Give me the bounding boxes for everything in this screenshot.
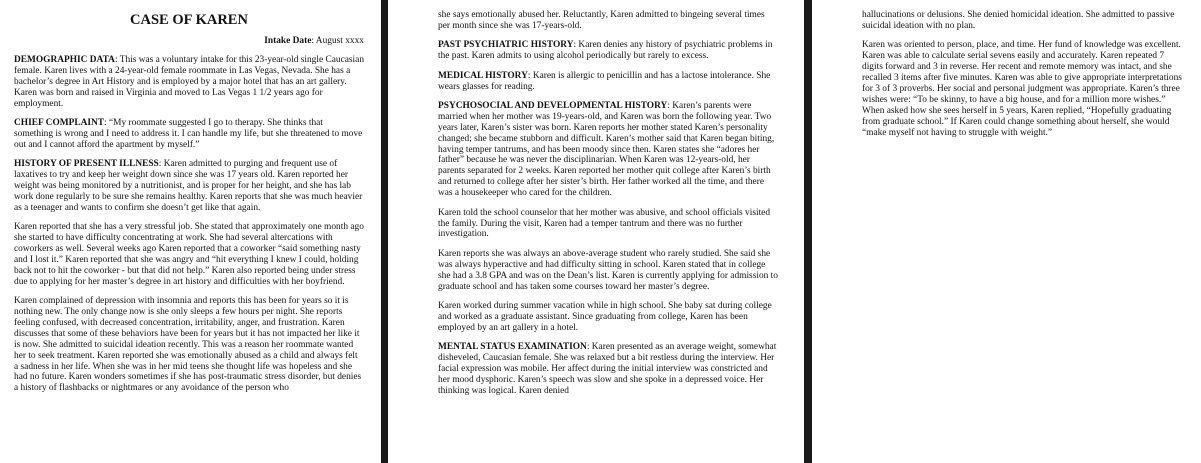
section-text: : Karen is allergic to penicillin and has a lactose intolerance. She wears glasses for reading. bbox=[438, 70, 771, 92]
section-heading: MEDICAL HISTORY bbox=[438, 70, 528, 81]
page-2-column bbox=[438, 10, 778, 405]
medical-history-paragraph bbox=[438, 71, 778, 93]
chief-complaint-paragraph bbox=[14, 118, 364, 151]
section-text: hallucinations or delusions. She denied homicidal ideation. She admitted to passive suicidal ideation with no plan. bbox=[862, 10, 1175, 31]
section-text: : Karen’s parents were married when her mother was 19-years-old, and Karen was born the following year. Two years later, Karen’s sister was born. Karen reports her mother stated Karen’s personality changed; she became stubborn and difficult. Karen’s mother said that Karen began biting, having temper tantrums, and has been moody since then. Karen states she “adores her father” because he was never the disciplinarian. When Karen was 12-years-old, her parents separated for 2 weeks. Karen reported her mother quit college after Karen’s birth and returned to college after her sister’s birth. Her father worked all the time, and there was a housekeeper who cared for the children. bbox=[438, 100, 775, 199]
section-text: Karen complained of depression with insomnia and reports this has been for years so it is nothing new. The only change now is she only sleeps a few hours per night. She reports feeling confused, with decreased concentration, irritability, anger, and frustration. Karen discusses that some of these behaviors have been for years but it has not impacted her like it is now. She admitted to suicidal ideation recently. This was a reason her roommate wanted her to seek treatment. Karen reported she was emotionally abused as a child and always felt a sadness in her life. When she was in her mid teens she thought life was hopeless and she had no future. Karen wonders sometimes if she has post-traumatic stress disorder, but denies a history of flashbacks or nightmares or any avoidance of the person who bbox=[14, 296, 362, 394]
document-page-3 bbox=[812, 0, 1201, 463]
section-text: : Karen presented as an average weight, somewhat disheveled, Caucasian female. She was relaxed but a bit restless during the interview. Her facial expression was mobile. Her affect during the initial interview was constricted and her mood dysphoric. Karen’s speech was slow and she spoke in a depressed voice. Her thinking was logical. Karen denied bbox=[438, 342, 777, 396]
section-text: Karen told the school counselor that her mother was abusive, and school officials visited the family. During the visit, Karen had a temper tantrum and there was no further investigation. bbox=[438, 207, 771, 240]
psychosocial-history-paragraph bbox=[438, 101, 778, 199]
section-text: Karen reports she was always an above-average student who rarely studied. She said she was always hyperactive and had difficulty sitting in school. Karen stated that in college she had a 3.8 GPA and was on the Dean’s list. Karen is currently applying for admission to graduate school and has taken some courses toward her master’s degree. bbox=[438, 248, 778, 292]
section-heading: PSYCHOSOCIAL AND DEVELOPMENTAL HISTORY bbox=[438, 100, 668, 111]
academic-history-paragraph bbox=[438, 249, 778, 293]
past-psychiatric-history-paragraph bbox=[438, 40, 778, 62]
document-page-2 bbox=[388, 0, 804, 463]
school-counselor-paragraph bbox=[438, 208, 778, 241]
intake-date-value: : August xxxx bbox=[311, 36, 364, 46]
section-heading: HISTORY OF PRESENT ILLNESS bbox=[14, 159, 159, 170]
present-illness-paragraph bbox=[14, 159, 364, 214]
cognition-paragraph bbox=[862, 40, 1182, 138]
demographic-data-paragraph bbox=[14, 55, 364, 110]
section-text: Karen worked during summer vacation while in high school. She baby sat during college and worked as a graduate assistant. Since graduating from college, Karen has been employed by an art gallery in a hotel. bbox=[438, 300, 772, 333]
section-heading: CHIEF COMPLAINT bbox=[14, 117, 105, 128]
work-history-paragraph bbox=[438, 301, 778, 334]
section-heading: PAST PSYCHIATRIC HISTORY bbox=[438, 40, 574, 51]
document-page-1 bbox=[0, 0, 381, 463]
document-title: CASE OF KAREN bbox=[130, 12, 248, 28]
intake-date bbox=[14, 36, 364, 47]
section-text: Karen reported that she has a very stressful job. She stated that approximately one month ago she started to have difficulty concentrating at work. She had several altercations with coworkers as well. Several weeks ago Karen reported that a coworker “said something nasty and I lost it.” Karen reported that she was angry and “hit everything I knew I could, holding back not to hit the coworker - but that did not help.” Karen also reported being under stress due to applying for her master’s degree in art history and difficulties with her boyfriend. bbox=[14, 222, 364, 287]
section-heading: MENTAL STATUS EXAMINATION bbox=[438, 342, 587, 353]
page-3-column bbox=[862, 10, 1182, 147]
section-text: : “My roommate suggested I go to therapy. She thinks that something is wrong and I need to address it. I can handle my life, but she threatened to move out and I cannot afford the apartment by myself.” bbox=[14, 117, 363, 150]
depression-paragraph bbox=[14, 296, 364, 394]
section-text: : Karen admitted to purging and frequent use of laxatives to try and keep her weight down since she was 17 years old. Karen reported her weight was being monitored by a nutritionist, and is proper for her height, and she has lab work done regularly to be sure she remains healthy. Karen reports that she was much heavier as a teenager and wants to confirm she doesn’t get like that again. bbox=[14, 159, 363, 213]
page-1-column bbox=[14, 10, 364, 403]
section-text: : Karen denies any history of psychiatric problems in the past. Karen admits to using alcohol periodically but rarely to excess. bbox=[438, 40, 773, 62]
ideation-paragraph bbox=[862, 10, 1182, 32]
bingeing-paragraph bbox=[438, 10, 778, 32]
section-heading: DEMOGRAPHIC DATA bbox=[14, 54, 115, 65]
stressful-job-paragraph bbox=[14, 222, 364, 287]
section-text: she says emotionally abused her. Reluctantly, Karen admitted to bingeing several times per month since she was 17-years-old. bbox=[438, 10, 765, 31]
intake-date-label: Intake Date bbox=[264, 36, 312, 46]
section-text: : This was a voluntary intake for this 23-year-old single Caucasian female. Karen lives with a 24-year-old female roommate in Las Vegas, Nevada. She has a bachelor’s degree in Art History and is employed by a major hotel that has an art gallery. Karen was born and raised in Virginia and moved to Las Vegas 1 1/2 years ago for employment. bbox=[14, 54, 365, 109]
section-text: Karen was oriented to person, place, and time. Her fund of knowledge was excellent. Karen was able to calculate serial sevens easily and accurately. Karen repeated 7 digits forward and 3 in reverse. Her recent and remote memory was intact, and she recalled 3 items after five minutes. Karen was able to give appropriate interpretations for 3 of 3 proverbs. Her social and personal judgment was appropriate. Karen’s three wishes were: “To be skinny, to have a big house, and for a million more wishes.” When asked how she sees herself in 5 years, Karen replied, “Hopefully graduating from graduate school.” If Karen could change something about herself, she would “make myself not having to struggle with weight.” bbox=[862, 40, 1182, 138]
mental-status-paragraph bbox=[438, 342, 778, 397]
